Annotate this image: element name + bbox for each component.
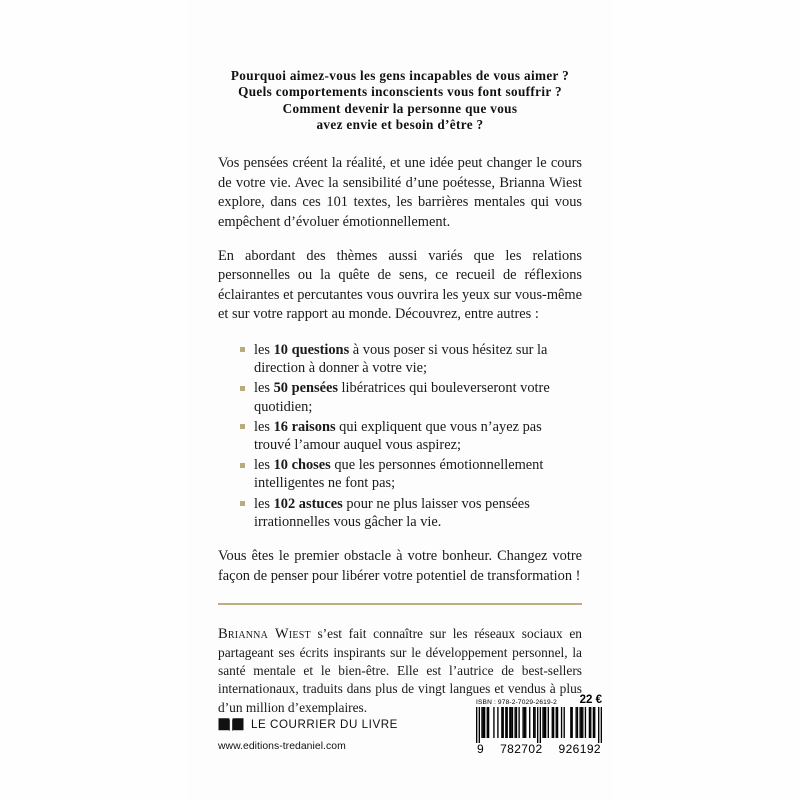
bullet-square-icon <box>240 386 245 391</box>
publisher-logo-row <box>218 717 448 732</box>
publisher-block <box>218 717 448 752</box>
list-item-prefix: les <box>254 457 274 474</box>
list-item <box>240 418 582 454</box>
bullet-square-icon <box>240 347 245 352</box>
list-item-prefix: les <box>254 380 274 397</box>
headline-line-3: Comment devenir la personne que vous <box>282 100 518 116</box>
publisher-name: LE COURRIER DU LIVRE <box>251 718 398 731</box>
list-item-text: libératrices qui bouleverseront votre quotidien; <box>254 380 550 415</box>
closing-paragraph: Vous êtes le premier obstacle à votre bonheur. Changez votre façon de penser pour libérer votre potentiel de transformation ! <box>218 547 582 584</box>
open-book-icon <box>218 717 244 732</box>
list-item-emphasis: 50 pensées <box>273 380 338 397</box>
ean13-barcode <box>476 707 602 743</box>
barcode-block <box>476 694 602 756</box>
bullet-square-icon <box>240 501 245 506</box>
list-item <box>240 495 582 531</box>
cover-content-column <box>218 0 582 800</box>
list-item-emphasis: 10 choses <box>273 457 331 474</box>
list-item-emphasis: 10 questions <box>273 341 350 358</box>
body-paragraph-2: En abordant des thèmes aussi variés que les relations personnelles ou la quête de sens, ce recueil de réflexions éclairantes et percutantes vous ouvrira les yeux sur vous-même et sur votre rapport au monde. Découvrez, entre autres : <box>218 247 582 323</box>
list-item-prefix: les <box>254 341 274 358</box>
section-divider <box>218 603 582 605</box>
author-name: Brianna Wiest <box>218 626 311 643</box>
price-label: 22 € <box>579 694 602 706</box>
headline <box>218 68 582 133</box>
list-item-text: pour ne plus laisser vos pensées irrationnelles vous gâcher la vie. <box>254 495 530 530</box>
author-bio-text: s’est fait connaître sur les réseaux sociaux en partageant ses écrits inspirants sur le développement personnel, la santé mentale et le bien-être. Elle est l’autrice de best-sellers internationaux, traduits dans plus de vingt langues et vendus à plus d’un million d’exemplaires. <box>218 626 582 715</box>
list-item-prefix: les <box>254 495 274 512</box>
barcode-header-row <box>476 694 602 706</box>
isbn-text: ISBN : 978-2-7029-2619-2 <box>476 699 557 706</box>
headline-line-1: Pourquoi aimez-vous les gens incapables de vous aimer ? <box>230 68 570 83</box>
list-item-text: à vous poser si vous hésitez sur la direction à donner à votre vie; <box>254 341 548 377</box>
publisher-url[interactable]: www.editions-tredaniel.com <box>218 741 346 752</box>
cover-print-area <box>188 0 612 800</box>
barcode-digit-group-mid: 782702 <box>500 742 543 756</box>
barcode-digits <box>476 742 602 756</box>
headline-line-2: Quels comportements inconscients vous font souffrir ? <box>238 84 562 100</box>
bullet-square-icon <box>240 463 245 468</box>
barcode-digit-group-right: 926192 <box>558 742 601 756</box>
list-item <box>240 341 582 377</box>
list-item <box>240 456 582 492</box>
list-item-prefix: les <box>254 418 274 435</box>
list-item-text: qui expliquent que vous n’ayez pas trouvé l’amour auquel vous aspirez; <box>254 418 542 453</box>
highlights-list <box>218 341 582 531</box>
list-item <box>240 379 582 415</box>
list-item-emphasis: 16 raisons <box>273 418 336 435</box>
barcode-digit-group-left: 9 <box>477 742 485 756</box>
cover-footer <box>218 694 602 764</box>
headline-line-4: avez envie et besoin d’être ? <box>316 116 484 132</box>
body-paragraph-1: Vos pensées créent la réalité, et une idée peut changer le cours de votre vie. Avec la sensibilité d’une poétesse, Brianna Wiest explore, dans ces 101 textes, les barrières mentales qui vous empêchent d’évoluer émotionnellement. <box>218 155 582 230</box>
list-item-text: que les personnes émotionnellement intelligentes ne font pas; <box>254 457 544 492</box>
list-item-emphasis: 102 astuces <box>273 495 343 512</box>
bullet-square-icon <box>240 424 245 429</box>
